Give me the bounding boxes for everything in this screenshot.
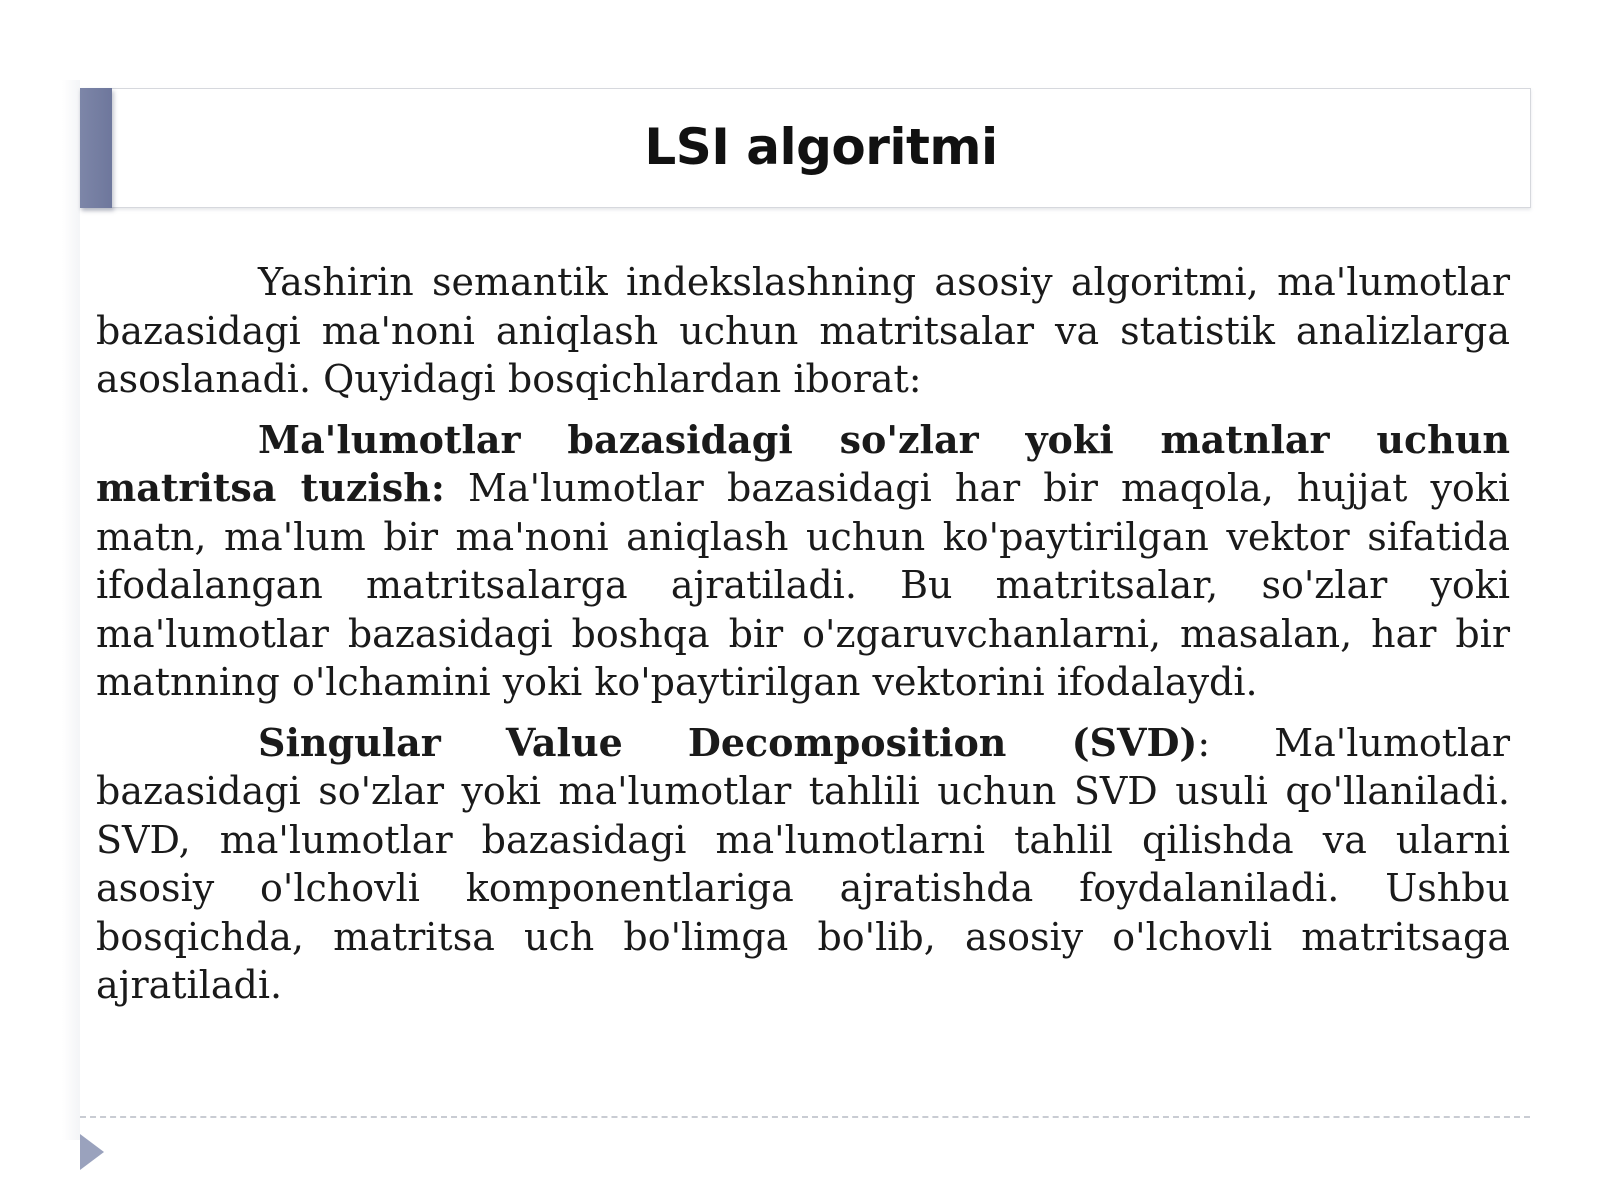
paragraph-intro [96,258,1510,404]
slide-body [96,258,1510,1022]
paragraph-matrix [96,416,1510,707]
paragraph-svd-heading: Singular Value Decomposition (SVD) [258,719,1198,765]
slide-title: LSI algoritmi [644,118,998,176]
paragraph-svd [96,719,1510,1010]
paragraph-matrix-heading: Ma'lumotlar bazasidagi so'zlar yoki matnlar uchun matritsa tuzish: [96,416,1510,510]
paragraph-intro-text: Yashirin semantik indekslashning asosiy algoritmi, ma'lumotlar bazasidagi ma'noni aniqlash uchun matritsalar va statistik analizlarga asoslanadi. Quyidagi bosqichlardan iborat: [96,260,1510,401]
paragraph-matrix-text: Ma'lumotlar bazasidagi har bir maqola, hujjat yoki matn, ma'lum bir ma'noni aniqlash uchun ko'paytirilgan vektor sifatida ifodalangan matritsalarga ajratiladi. Bu matritsalar, so'zlar yoki ma'lumotlar bazasidagi boshqa bir o'zgaruvchanlarni, masalan, har bir matnning o'lchamini yoki ko'paytirilgan vektorini ifodalaydi. [96,466,1510,704]
title-accent-bar [80,88,112,208]
play-arrow-icon[interactable] [80,1134,104,1170]
footer-divider [80,1116,1530,1118]
side-shadow [62,80,80,1140]
paragraph-svd-text: : Ma'lumotlar bazasidagi so'zlar yoki ma'lumotlar tahlili uchun SVD usuli qo'llaniladi. SVD, ma'lumotlar bazasidagi ma'lumotlarni tahlil qilishda va ularni asosiy o'lchovli komponentlariga ajratishda foydalaniladi. Ushbu bosqichda, matritsa uch bo'limga bo'lib, asosiy o'lchovli matritsaga ajratiladi. [96,720,1510,1007]
